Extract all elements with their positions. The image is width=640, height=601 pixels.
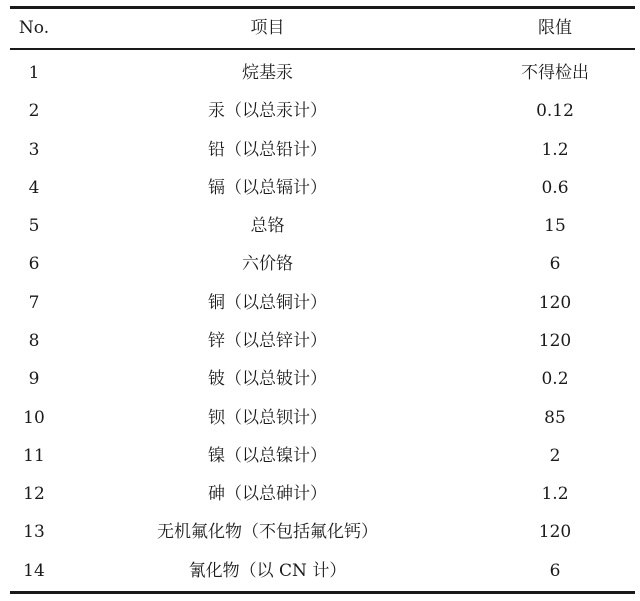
cell-limit: 85 <box>544 407 566 428</box>
header-no: No. <box>18 18 50 38</box>
table-row <box>10 552 635 590</box>
cell-item: 镍（以总镍计） <box>208 445 327 466</box>
cell-no: 7 <box>28 292 40 313</box>
table-row <box>10 513 635 551</box>
cell-limit: 6 <box>549 560 561 581</box>
cell-no: 9 <box>28 369 40 390</box>
table-header-row <box>10 9 635 48</box>
table-row <box>10 245 635 283</box>
limits-table <box>10 6 635 594</box>
table-row <box>10 131 635 169</box>
table-body <box>10 54 635 590</box>
cell-item: 无机氟化物（不包括氟化钙） <box>157 522 378 543</box>
cell-limit: 120 <box>538 292 572 313</box>
table-row <box>10 322 635 360</box>
table-row <box>10 284 635 322</box>
cell-item: 烷基汞 <box>242 63 293 83</box>
cell-item: 铍（以总铍计） <box>208 369 327 390</box>
table-row <box>10 360 635 398</box>
table-header-rule <box>10 48 635 50</box>
cell-limit: 不得检出 <box>521 63 589 83</box>
cell-item: 六价铬 <box>242 254 293 275</box>
cell-limit: 0.2 <box>541 369 569 390</box>
table-row <box>10 207 635 245</box>
cell-item: 砷（以总砷计） <box>208 484 327 505</box>
cell-limit: 6 <box>549 254 561 275</box>
cell-item: 钡（以总钡计） <box>208 407 327 428</box>
header-limit: 限值 <box>538 18 572 38</box>
cell-no: 14 <box>23 560 45 581</box>
cell-item: 镉（以总镉计） <box>208 177 327 198</box>
table-row <box>10 169 635 207</box>
cell-no: 1 <box>28 63 40 83</box>
cell-item: 铅（以总铅计） <box>208 139 327 160</box>
cell-no: 11 <box>23 445 45 466</box>
header-item: 项目 <box>250 18 285 38</box>
cell-limit: 15 <box>544 216 566 237</box>
table-row <box>10 92 635 130</box>
cell-limit: 0.12 <box>536 101 574 122</box>
table-row <box>10 437 635 475</box>
cell-item: 铜（以总铜计） <box>208 292 327 313</box>
cell-limit: 0.6 <box>541 177 569 198</box>
table-row <box>10 54 635 92</box>
cell-item: 锌（以总锌计） <box>208 331 327 351</box>
cell-no: 13 <box>23 522 45 543</box>
cell-limit: 1.2 <box>541 139 569 160</box>
cell-no: 4 <box>28 177 40 198</box>
cell-item: 总铬 <box>250 216 285 237</box>
table-row <box>10 399 635 437</box>
cell-no: 2 <box>28 101 40 122</box>
cell-limit: 1.2 <box>541 484 569 505</box>
cell-no: 12 <box>23 484 45 505</box>
cell-limit: 120 <box>538 331 572 351</box>
cell-item: 氰化物（以 CN 计） <box>188 560 347 581</box>
cell-no: 5 <box>28 216 40 237</box>
table-row <box>10 475 635 513</box>
cell-limit: 120 <box>538 522 572 543</box>
cell-no: 10 <box>23 407 45 428</box>
cell-no: 3 <box>28 139 40 160</box>
cell-item: 汞（以总汞计） <box>208 101 327 122</box>
cell-no: 6 <box>28 254 40 275</box>
cell-no: 8 <box>28 331 40 351</box>
cell-limit: 2 <box>549 445 561 466</box>
table-bottom-rule <box>10 591 635 594</box>
